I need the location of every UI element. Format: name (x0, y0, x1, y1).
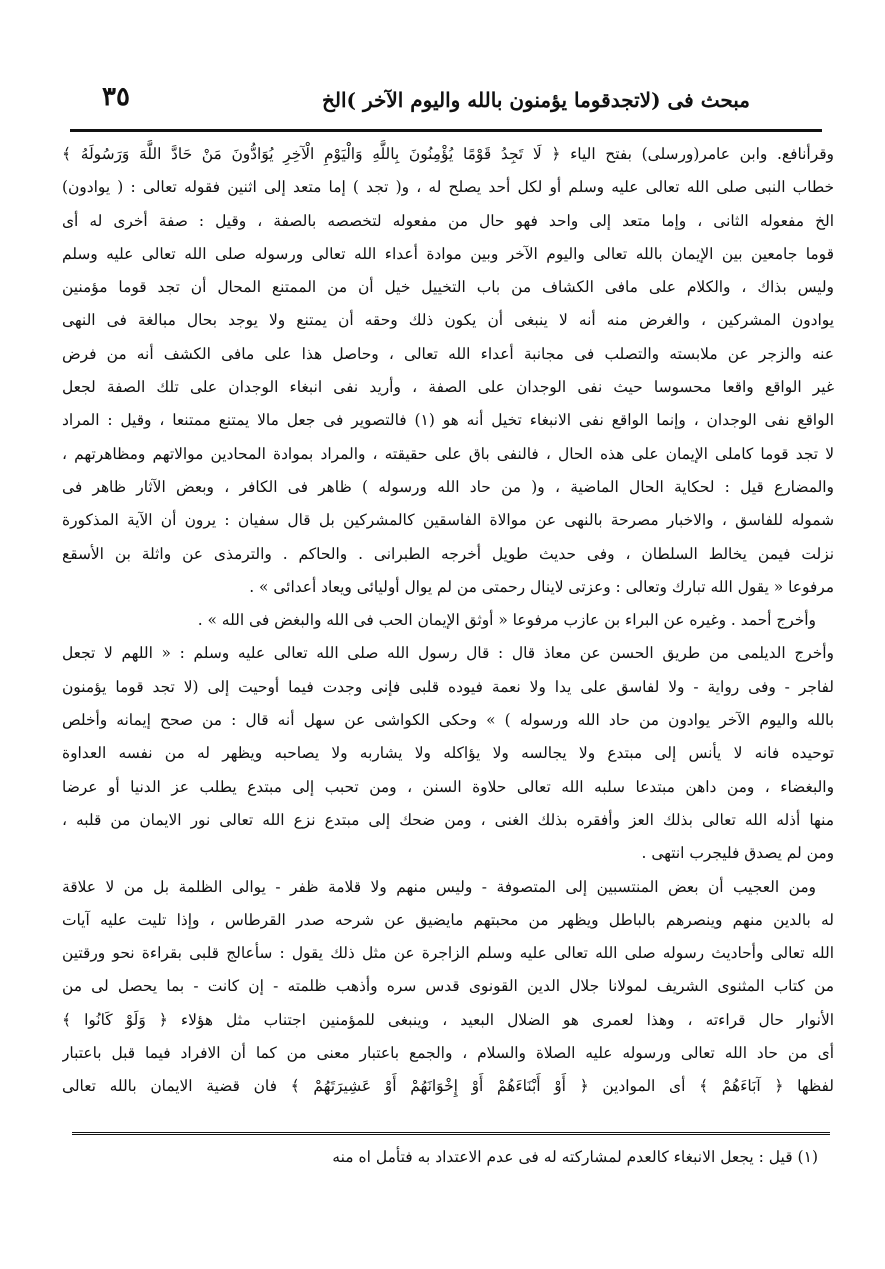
text-line: والمضارع قيل : لحكاية الحال الماضية ، و( من حاد الله ورسوله ) ظاهر فى الكافر ، وبعض الآثار ظاهر فى (62, 477, 834, 496)
text-line: وأخرج أحمد . وغيره عن البراء بن عازب مرفوعا « أوثق الإيمان الحب فى الله والبغض فى الله » . (197, 611, 816, 630)
text-line: توحيده فانه لا يأنس إلى مبتدع ولا يجالسه ولا يؤاكله ولا يشاربه ولا يصاحبه ويظهر له من نفسه العداوة (62, 744, 834, 763)
text-line: وأخرج الديلمى من طريق الحسن عن معاذ قال : قال رسول الله صلى الله تعالى عليه وسلم : « اللهم لا تجعل (62, 644, 834, 663)
text-line: قوما جامعين بين الإيمان بالله تعالى واليوم الآخر وبين موادة أعداء الله تعالى ورسوله صلى الله تعالى عليه وسلم (62, 244, 834, 263)
text-line: لفظها ﴿ آبَاءَهُمْ ﴾ أى الموادين ﴿ أَوْ أَبْنَاءَهُمْ أَوْ إِخْوَانَهُمْ أَوْ عَشِيرَتَهُمْ ﴾ فان قضية الايمان بالله تعالى (62, 1077, 834, 1096)
text-line: من كتاب المثنوى الشريف لمولانا جلال الدين القونوى قدس سره وأذهب ظلمته - إن كانت - بما يحصل لى من (62, 977, 834, 996)
text-line: الأنوار حال قراءته ، وهذا لعمرى هو الضلال البعيد ، وينبغى للمؤمنين اجتناب مثل هؤلاء ﴿ وَلَوْ كَانُوا ﴾ (62, 1010, 834, 1029)
text-line: لا تجد قوما كاملى الإيمان على هذه الحال ، فالنفى باق على حقيقته ، والمراد بموادة المحادين موالاتهم ومظاهرتهم ، (62, 444, 834, 463)
running-header-title: مبحث فى (لاتجدقوما يؤمنون بالله واليوم الآخر )الخ (321, 88, 750, 112)
text-line: بالله واليوم الآخر يوادون من حاد الله ورسوله ) » وحكى الكواشى عن سهل أنه قال : من صحح إيمانه وأخلص (62, 711, 834, 730)
text-line: خطاب النبى صلى الله تعالى عليه وسلم أو لكل أحد يصلح له ، و( تجد ) إما متعد إلى اثنين فقوله تعالى : ( يوادون) (62, 178, 834, 197)
text-line: والبغضاء ، ومن داهن مبتدعا سلبه الله تعالى حلاوة السنن ، ومن تحبب إلى مبتدع يطلب عز الدنيا أو عرضا (62, 777, 834, 796)
page-number: ٣٥ (102, 82, 130, 112)
footnote: (١) قيل : يجعل الانبغاء كالعدم لمشاركته له فى عدم الاعتداد به فتأمل اه منه (332, 1148, 818, 1166)
text-line: الخ مفعوله الثانى ، وإما متعد إلى واحد فهو حال من مفعوله لتخصصه بالصفة ، وقيل : صفة أخرى له أى (62, 211, 834, 230)
text-line: مرفوعا « يقول الله تبارك وتعالى : وعزتى لاينال رحمتى من لم يوال أوليائى ويعاد أعدائى » . (249, 577, 834, 596)
text-line: منها أذله الله تعالى بذلك العز وأفقره بذلك الغنى ، ومن ضحك إلى مبتدع نزع الله تعالى نور الايمان من قلبه ، (62, 810, 834, 829)
text-line: أى من حاد الله تعالى ورسوله عليه الصلاة والسلام ، والجمع باعتبار معنى من كما أن الافراد فيما قبل باعتبار (62, 1044, 834, 1063)
text-line: نزلت فيمن يخالط السلطان ، وفى حديث طويل أخرجه الطبرانى . والحاكم . والترمذى عن واثلة بن الأسقع (62, 544, 834, 563)
main-text-block (62, 138, 834, 1104)
text-line: لفاجر - وفى رواية - ولا لفاسق على يدا ولا نعمة فيوده قلبى فإنى وجدت فيما أوحيت إلى (لا تجد قوما يؤمنون (62, 677, 834, 696)
text-line: يوادون المشركين ، والغرض منه أنه لا ينبغى أن يكون ذلك وحقه أن يمتنع ولا يوجد بحال مبالغة فى النهى (62, 311, 834, 330)
text-line: شموله للفاسق ، والاخبار مصرحة بالنهى عن موالاة الفاسقين كالمشركين بل قال سفيان : يرون أن الآية المذكورة (62, 511, 834, 530)
header-rule (70, 129, 822, 132)
text-line: له بالدين منهم وينصرهم بالباطل ويظهر من محبتهم مايضيق عن شرحه صدر القرطاس ، وإذا تليت عليه آيات (62, 910, 834, 929)
text-line: وليس بذاك ، والكلام على مافى الكشاف من باب التخييل خيل أن من الممتنع المحال أن تجد قوما مؤمنين (62, 278, 834, 297)
footnote-rule (72, 1132, 830, 1135)
text-line: ومن العجيب أن بعض المنتسبين إلى المتصوفة - وليس منهم ولا قلامة ظفر - يوالى الظلمة بل من لا علاقة (62, 877, 816, 896)
text-line: وقرأنافع. وابن عامر(ورسلى) بفتح الياء ﴿ لَا تَجِدُ قَوْمًا يُؤْمِنُونَ بِاللَّهِ وَالْيَوْمِ الْآخِرِ يُوَادُّونَ مَنْ حَادَّ اللَّهَ وَرَسُولَهُ ﴾ (62, 145, 834, 163)
running-header (72, 82, 820, 130)
text-line: غير الواقع واقعا محسوسا حيث نفى الوجدان على الصفة ، وأريد نفى انبغاء الوجدان على تلك الصفة لجعل (62, 378, 834, 397)
text-line: ومن لم يصدق فليجرب انتهى . (641, 844, 834, 863)
text-line: الواقع نفى الوجدان ، وإنما الواقع نفى الانبغاء تخيل أنه هو (١) فالتصوير فى جعل مالا يمتنع ممتنعا ، وقيل : المراد (62, 411, 834, 430)
text-line: الله تعالى وأحاديث رسوله صلى الله تعالى عليه وسلم الزاجرة عن مثل ذلك يقول : سأعالج قلبى بقراءة نحو ورقتين (62, 944, 834, 963)
text-line: عنه والزجر عن ملابسته والتصلب فى مجانبة أعداء الله تعالى ، وحاصل هذا على مافى الكشف أنه من فرض (62, 344, 834, 363)
